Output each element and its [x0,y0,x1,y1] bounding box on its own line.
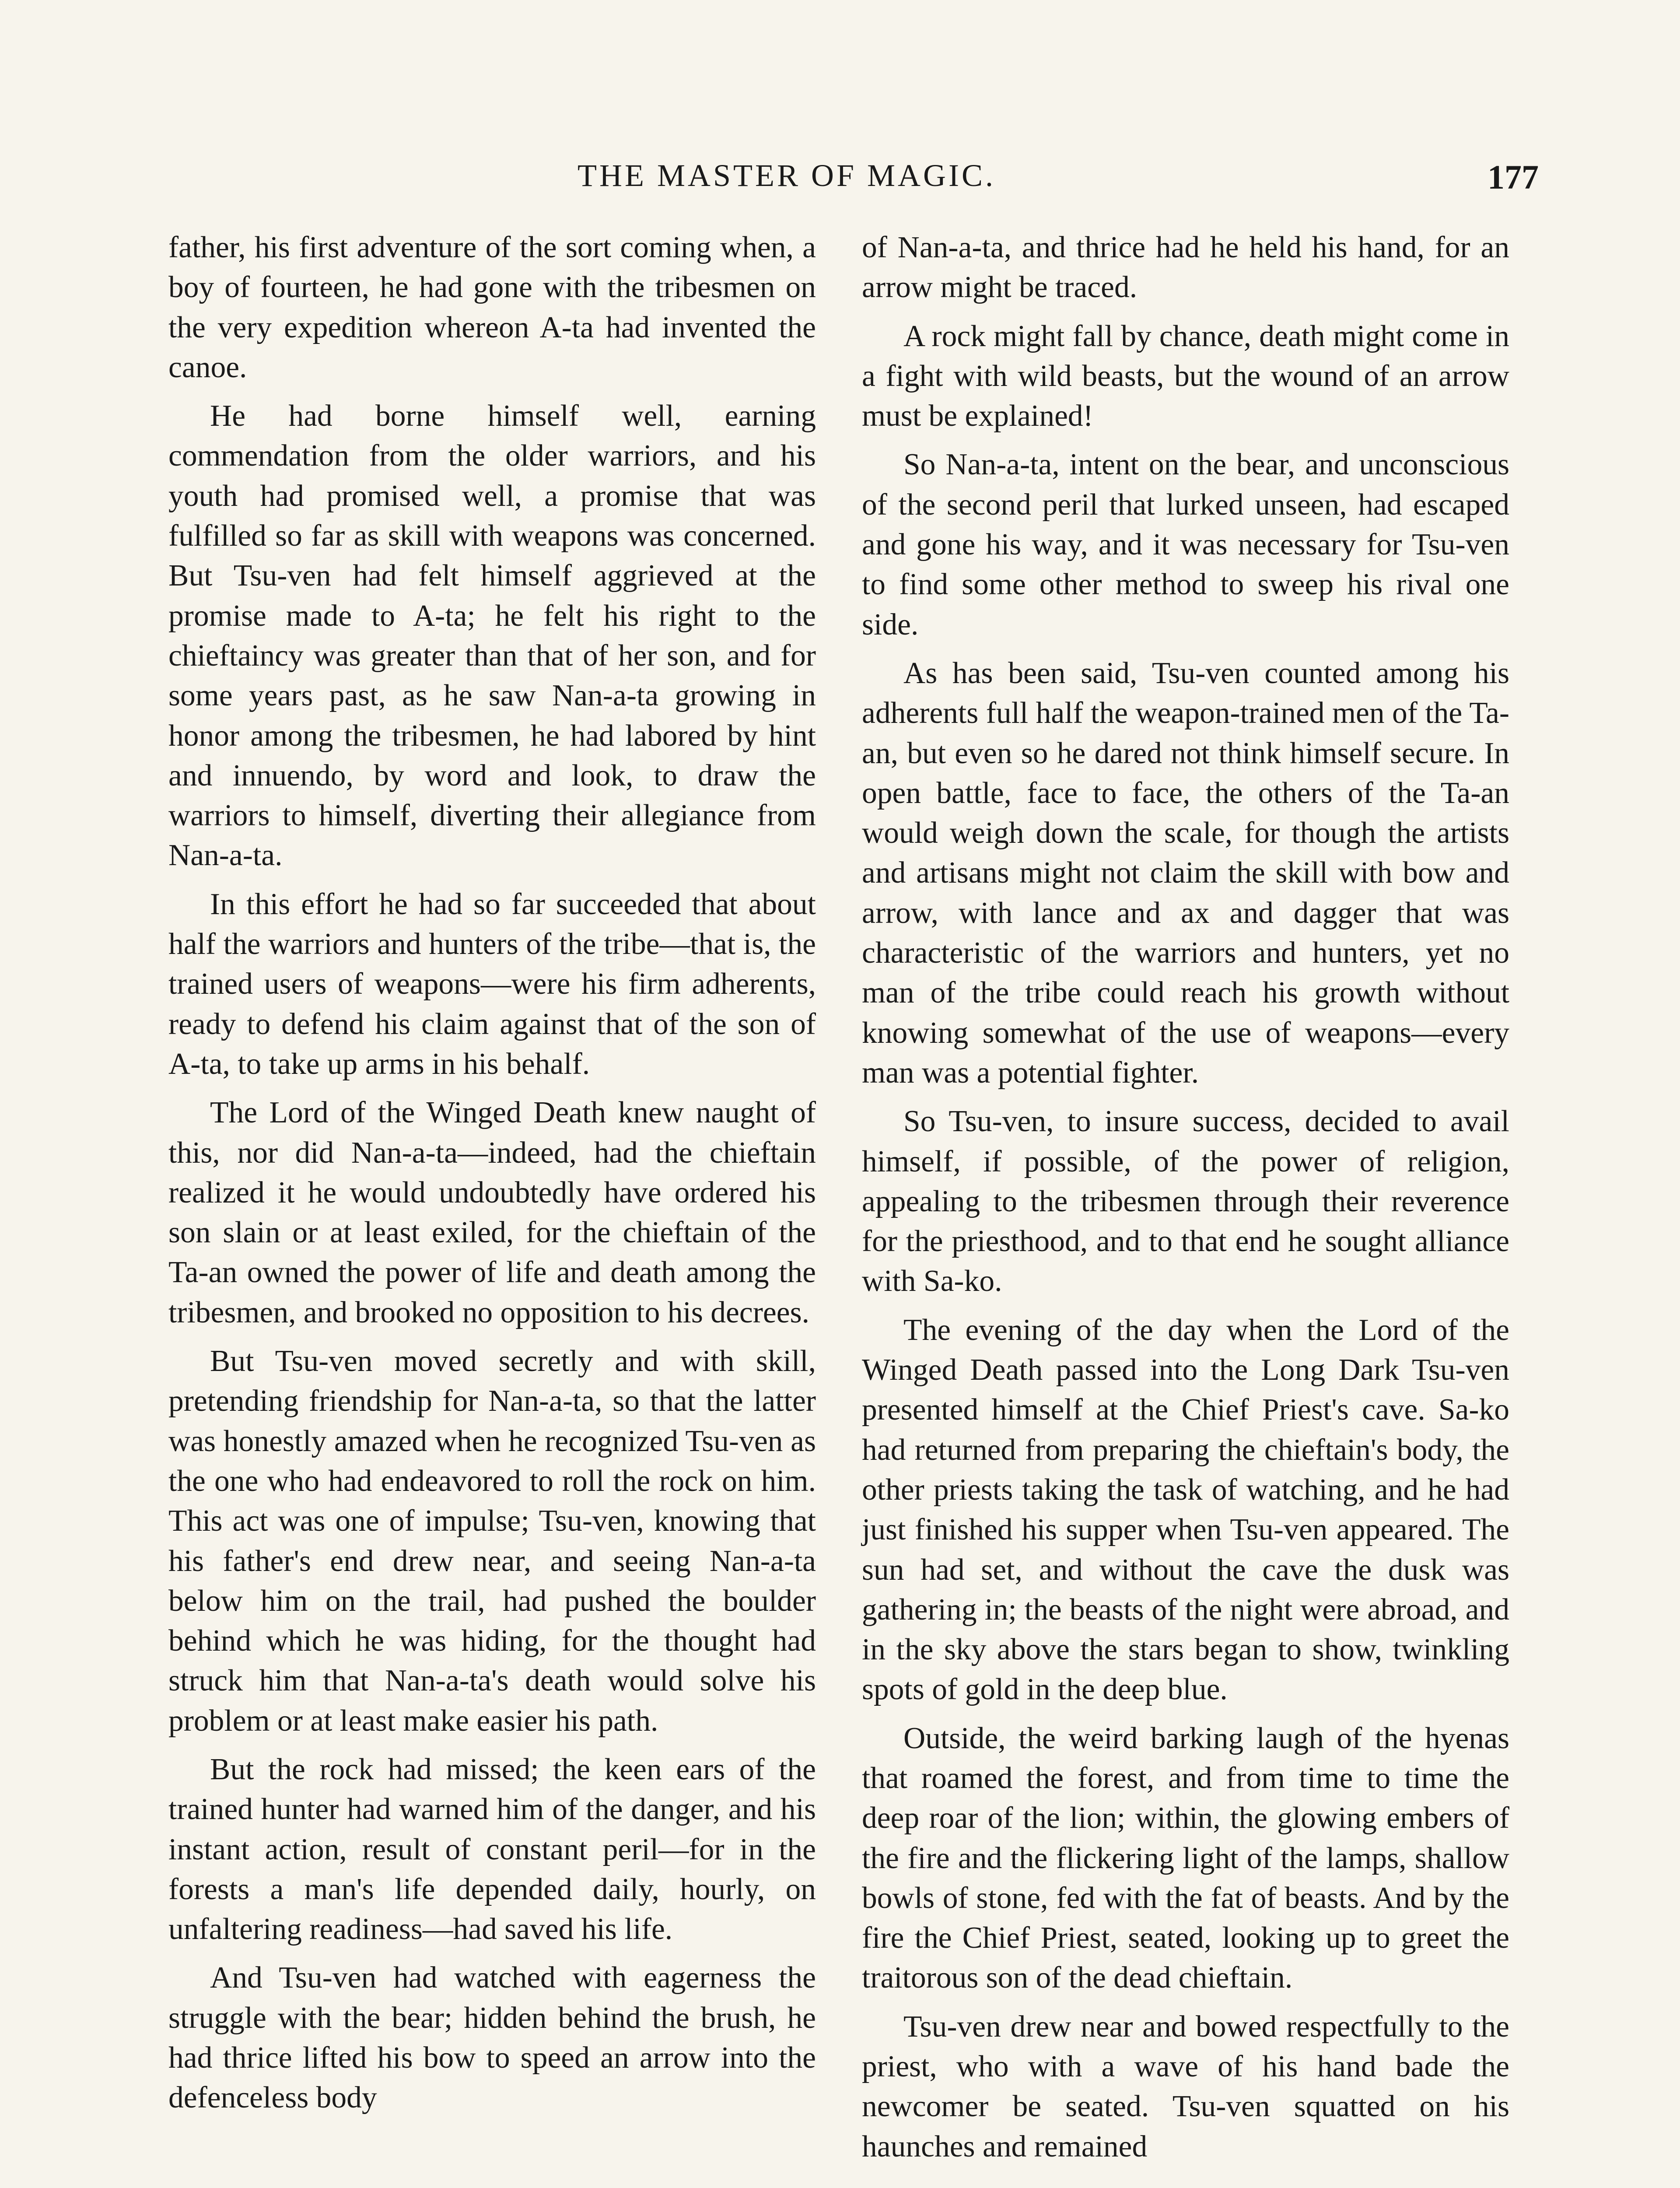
running-title: THE MASTER OF MAGIC. [578,158,996,193]
paragraph: He had borne himself well, earning commendation from the older warriors, and his youth had promised well, a promise that was fulfilled so far as skill with weapons was concerned. But Tsu-ven had felt himself aggrieved at the promise made to A-ta; he felt his right to the chieftaincy was greater than that of her son, and for some years past, as he saw Nan-a-ta growing in honor among the tribesmen, he had labored by hint and innuendo, by word and look, to draw the warriors to himself, diverting their allegiance from Nan-a-ta. [168,399,816,873]
page-number: 177 [1488,158,1539,196]
paragraph: And Tsu-ven had watched with eagerness the struggle with the bear; hidden behind the brush, he had thrice lifted his bow to speed an arrow into the defenceless body [168,1961,816,2115]
paragraph: But Tsu-ven moved secretly and with skill, pretending friendship for Nan-a-ta, so that the latter was honestly amazed when he recognized Tsu-ven as the one who had endeavored to roll the rock on him. This act was one of impulse; Tsu-ven, knowing that his father's end drew near, and seeing Nan-a-ta below him on the trail, had pushed the boulder behind which he was hiding, for the thought had struck him that Nan-a-ta's death would solve his problem or at least make easier his path. [168,1344,816,1738]
paragraph: In this effort he had so far succeeded that about half the warriors and hunters of the tribe—that is, the trained users of weapons—were his firm adherents, ready to defend his claim against that of the son of A-ta, to take up arms in his behalf. [168,887,816,1081]
paragraph: So Tsu-ven, to insure success, decided to avail himself, if possible, of the power of religion, appealing to the tribesmen through their reverence for the priesthood, and to that end he sought alliance with Sa-ko. [862,1105,1509,1298]
paragraph: father, his first adventure of the sort coming when, a boy of fourteen, he had gone with the tribesmen on the very expedition whereon A-ta had invented the canoe. [168,231,816,384]
paragraph: of Nan-a-ta, and thrice had he held his hand, for an arrow might be traced. [862,231,1509,305]
paragraph: But the rock had missed; the keen ears of the trained hunter had warned him of the danger, and his instant action, result of constant peril—for in the forests a man's life depended daily, hourly, on unfaltering readiness—had saved his life. [168,1752,816,1946]
right-column [862,228,1509,2167]
paragraph: A rock might fall by chance, death might come in a fight with wild beasts, but the wound of an arrow must be explained! [862,319,1509,433]
left-column [168,228,816,2118]
paragraph: So Nan-a-ta, intent on the bear, and unconscious of the second peril that lurked unseen, had escaped and gone his way, and it was necessary for Tsu-ven to find some other method to sweep his rival one side. [862,448,1509,642]
paragraph: The Lord of the Winged Death knew naught of this, nor did Nan-a-ta—indeed, had the chieftain realized it he would undoubtedly have ordered his son slain or at least exiled, for the chieftain of the Ta-an owned the power of life and death among the tribesmen, and brooked no opposition to his decrees. [168,1096,816,1329]
paragraph: The evening of the day when the Lord of the Winged Death passed into the Long Dark Tsu-ven presented himself at the Chief Priest's cave. Sa-ko had returned from preparing the chieftain's body, the other priests taking the task of watching, and he had just finished his supper when Tsu-ven appeared. The sun had set, and without the cave the dusk was gathering in; the beasts of the night were abroad, and in the sky above the stars began to show, twinkling spots of gold in the deep blue. [862,1313,1509,1707]
paragraph: Outside, the weird barking laugh of the hyenas that roamed the forest, and from time to time the deep roar of the lion; within, the glowing embers of the fire and the flickering light of the lamps, shallow bowls of stone, fed with the fat of beasts. And by the fire the Chief Priest, seated, looking up to greet the traitorous son of the dead chieftain. [862,1721,1509,1995]
paragraph: Tsu-ven drew near and bowed respectfully to the priest, who with a wave of his hand bade the newcomer be seated. Tsu-ven squatted on his haunches and remained [862,2009,1509,2163]
paragraph: As has been said, Tsu-ven counted among his adherents full half the weapon-trained men of the Ta-an, but even so he dared not think himself secure. In open battle, face to face, the others of the Ta-an would weigh down the scale, for though the artists and artisans might not claim the skill with bow and arrow, with lance and ax and dagger that was characteristic of the warriors and hunters, yet no man of the tribe could reach his growth without knowing somewhat of the use of weapons—every man was a potential fighter. [862,656,1509,1090]
